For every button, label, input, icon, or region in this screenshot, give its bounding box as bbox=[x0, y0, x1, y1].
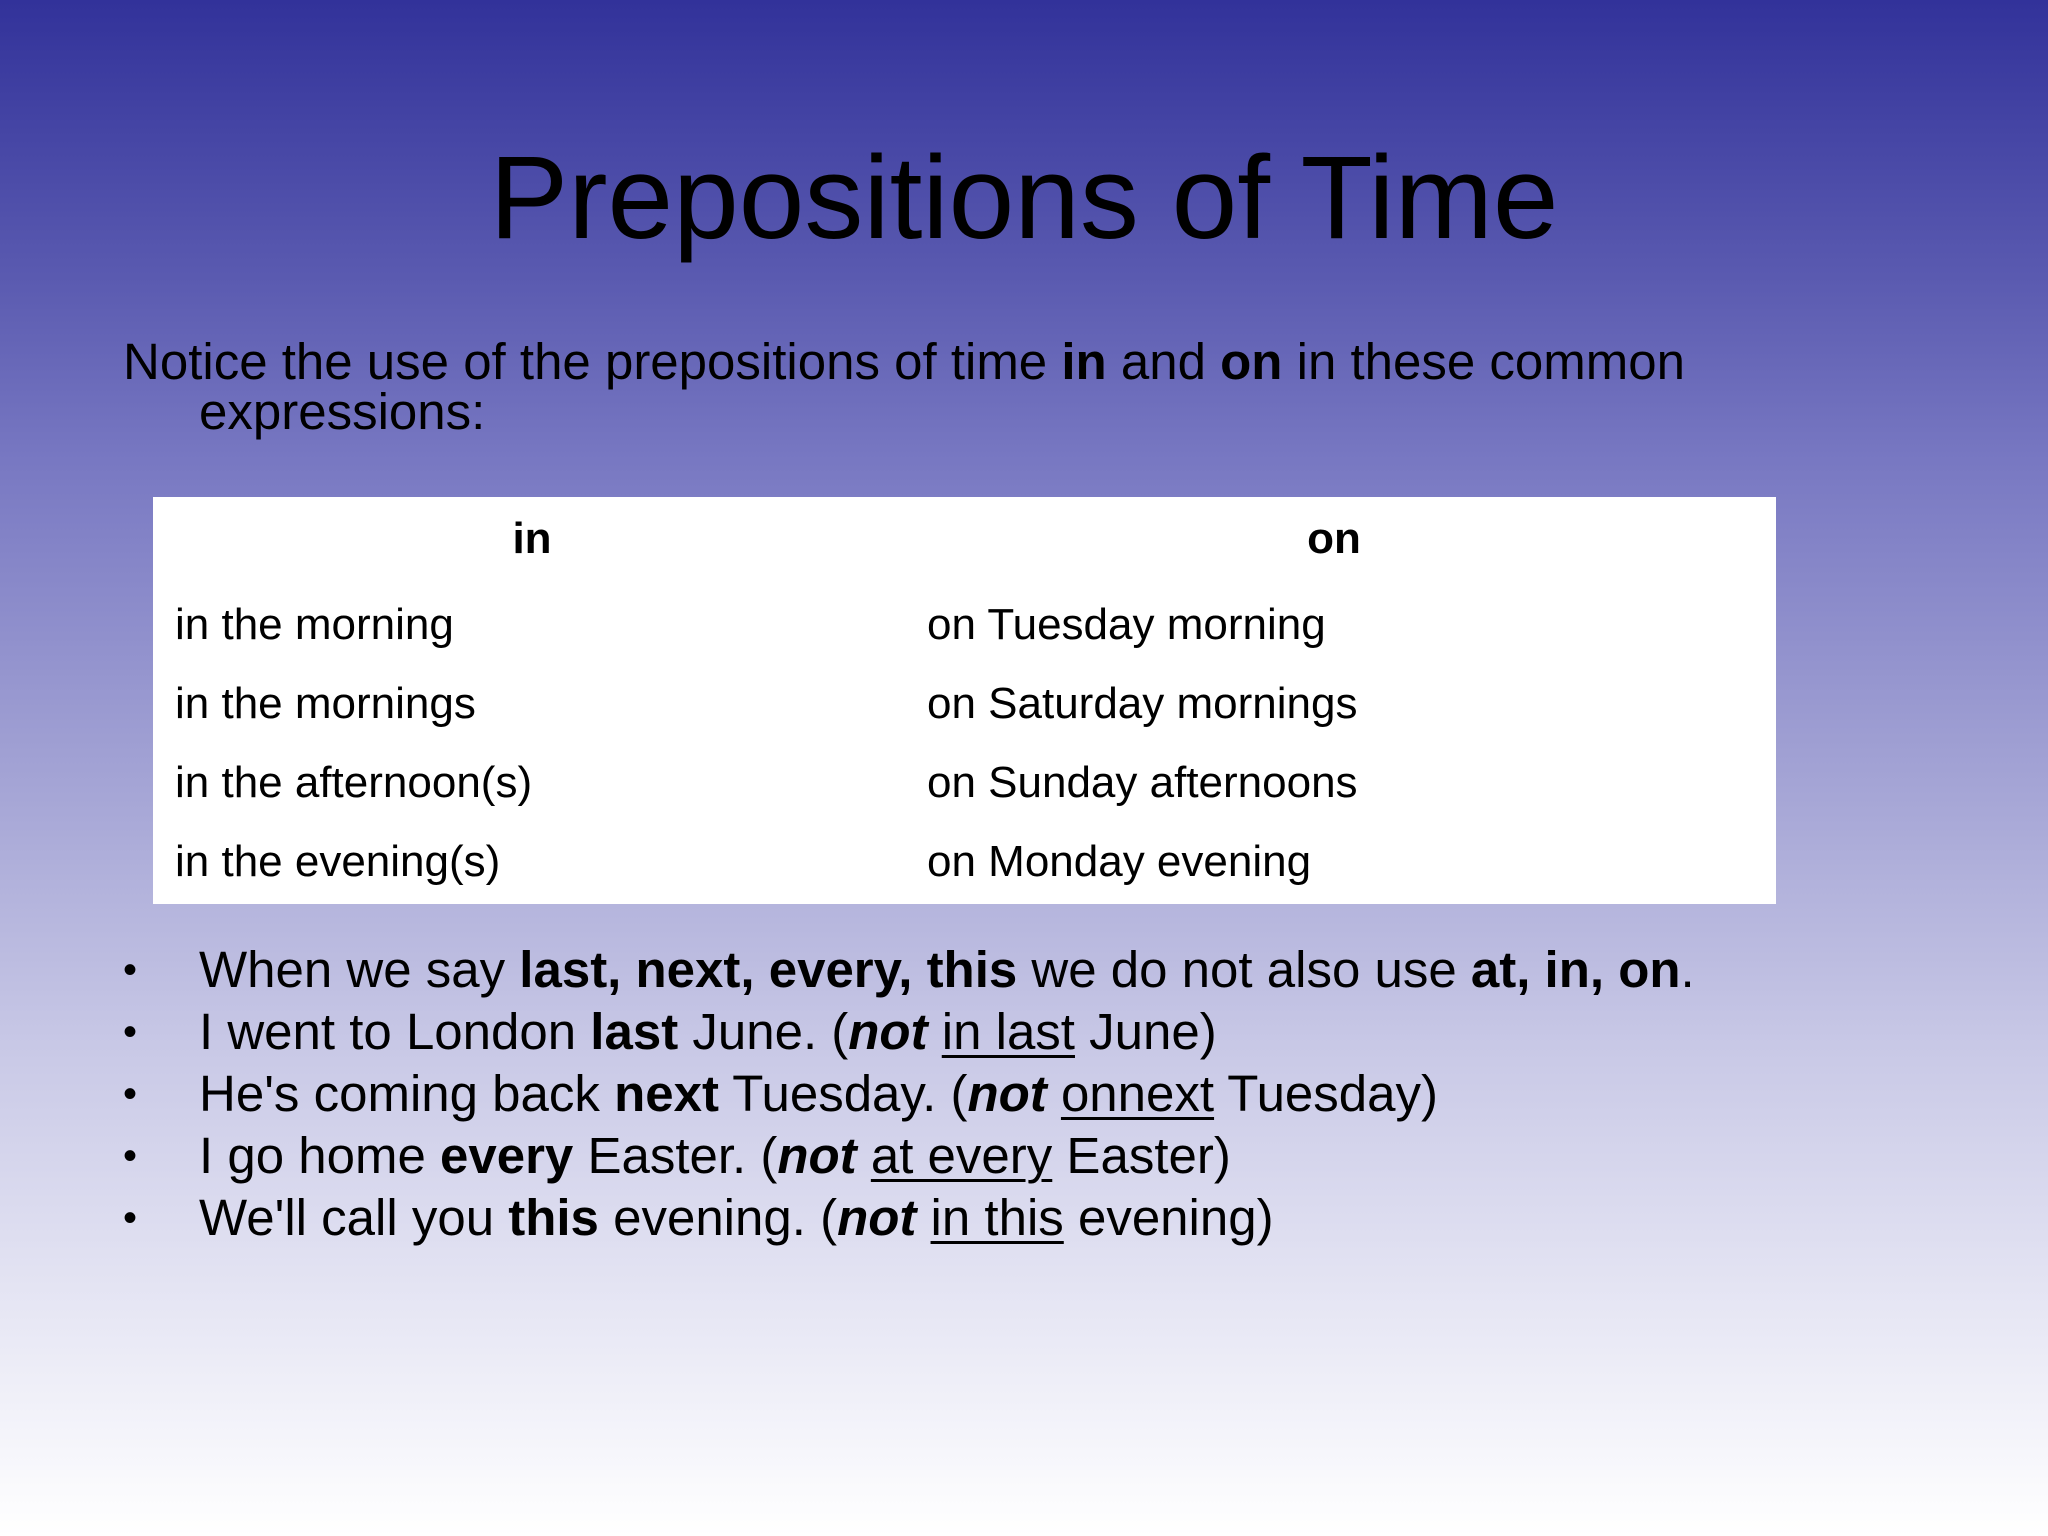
bullet-wrong-usage: onnext bbox=[1060, 1065, 1215, 1122]
bullet-text: Tuesday. ( bbox=[718, 1065, 968, 1122]
list-item bbox=[123, 1187, 1923, 1249]
bullet-bold: last bbox=[590, 1003, 679, 1060]
bullet-bold: at, in, on bbox=[1470, 941, 1681, 998]
bullet-text: We'll call you bbox=[199, 1189, 509, 1246]
intro-bold-in: in bbox=[1061, 333, 1107, 390]
table-cell: on Sunday afternoons bbox=[927, 758, 1358, 807]
bullet-icon: • bbox=[123, 1196, 138, 1240]
bullet-bold: next bbox=[614, 1065, 719, 1122]
intro-line2: expressions: bbox=[199, 383, 486, 440]
bullet-icon: • bbox=[123, 948, 138, 992]
bullet-icon: • bbox=[123, 1010, 138, 1054]
bullet-text: Easter. ( bbox=[573, 1127, 778, 1184]
bullet-not: not bbox=[848, 1003, 928, 1060]
table-cell: on Saturday mornings bbox=[927, 679, 1358, 728]
prepositions-table bbox=[153, 497, 1776, 904]
list-item bbox=[123, 1063, 1923, 1125]
table-cell: in the evening(s) bbox=[175, 837, 501, 886]
table-cell: on Monday evening bbox=[927, 837, 1312, 886]
bullet-wrong-usage: at every bbox=[870, 1127, 1053, 1184]
bullet-text: I go home bbox=[199, 1127, 440, 1184]
intro-part1: Notice the use of the prepositions of time bbox=[123, 333, 1062, 390]
bullet-list bbox=[123, 939, 1923, 1249]
bullet-text: He's coming back bbox=[199, 1065, 615, 1122]
intro-part2: and bbox=[1106, 333, 1221, 390]
column-header-on: on bbox=[1307, 514, 1361, 563]
bullet-not: not bbox=[837, 1189, 917, 1246]
table-cell: on Tuesday morning bbox=[927, 600, 1326, 649]
bullet-icon: • bbox=[123, 1072, 138, 1116]
bullet-bold: this bbox=[508, 1189, 599, 1246]
list-item bbox=[123, 1125, 1923, 1187]
bullet-wrong-usage: in last bbox=[941, 1003, 1075, 1060]
bullet-text: evening. ( bbox=[598, 1189, 838, 1246]
column-header-in: in bbox=[512, 514, 552, 563]
intro-text bbox=[123, 333, 1763, 440]
intro-part3: in these common bbox=[1282, 333, 1685, 390]
intro-bold-on: on bbox=[1220, 333, 1283, 390]
bullet-bold: every bbox=[439, 1127, 574, 1184]
bullet-text: Easter) bbox=[1052, 1127, 1231, 1184]
bullet-text: . bbox=[1680, 941, 1695, 998]
table-cell: in the afternoon(s) bbox=[175, 758, 533, 807]
bullet-bold: last, next, every, this bbox=[519, 941, 1018, 998]
bullet-text: I went to London bbox=[199, 1003, 591, 1060]
bullet-text: we do not also use bbox=[1017, 941, 1471, 998]
bullet-not: not bbox=[967, 1065, 1047, 1122]
list-item bbox=[123, 939, 1923, 1001]
bullet-text: evening) bbox=[1063, 1189, 1274, 1246]
table-cell: in the mornings bbox=[175, 679, 476, 728]
slide-title: Prepositions of Time bbox=[489, 132, 1559, 264]
bullet-text: Tuesday) bbox=[1214, 1065, 1439, 1122]
bullet-text: June. ( bbox=[678, 1003, 849, 1060]
bullet-not: not bbox=[777, 1127, 857, 1184]
list-item bbox=[123, 1001, 1923, 1063]
bullet-text: When we say bbox=[199, 941, 520, 998]
bullet-icon: • bbox=[123, 1134, 138, 1178]
bullet-wrong-usage: in this bbox=[930, 1189, 1064, 1246]
table-cell: in the morning bbox=[175, 600, 454, 649]
bullet-text: June) bbox=[1074, 1003, 1217, 1060]
